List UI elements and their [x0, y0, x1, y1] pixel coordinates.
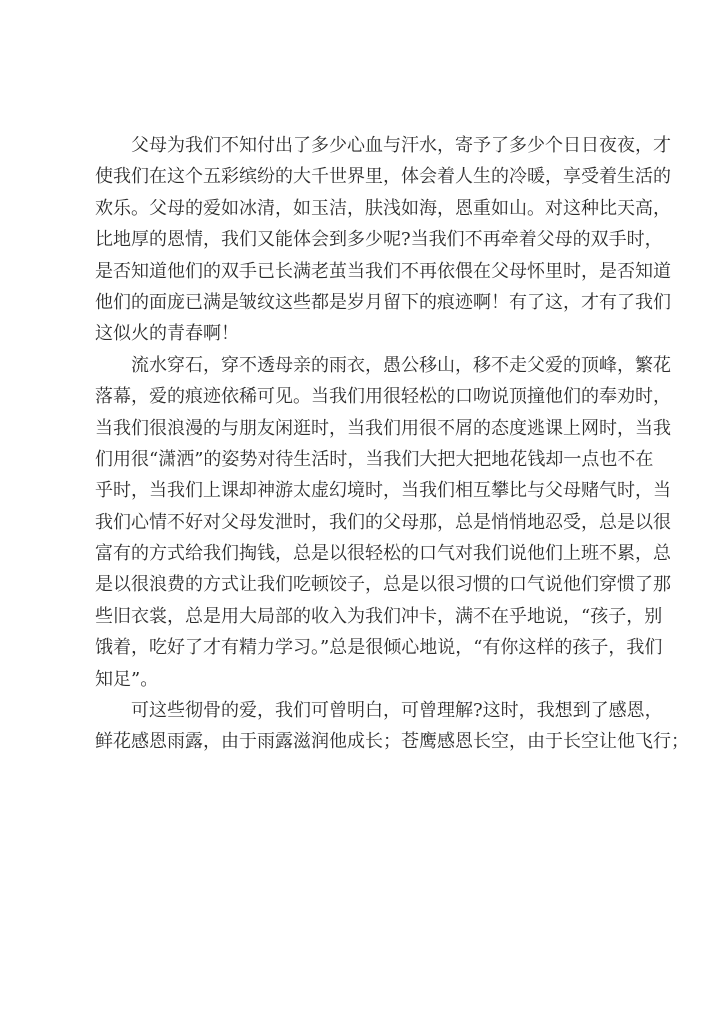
text-line: 比地厚的恩情，我们又能体会到多少呢?当我们不再牵着父母的双手时， [95, 229, 663, 251]
text-line: 可这些彻骨的爱，我们可曾明白，可曾理解?这时，我想到了感恩， [131, 700, 663, 722]
text-line: 流水穿石，穿不透母亲的雨衣，愚公移山，移不走父爱的顶峰，繁花 [131, 354, 671, 376]
text-line: 富有的方式给我们掏钱，总是以很轻松的口气对我们说他们上班不累，总 [95, 543, 671, 565]
text-line: 我们心情不好对父母发泄时，我们的父母那，总是悄悄地忍受，总是以很 [95, 511, 671, 533]
text-line: 乎时，当我们上课却神游太虚幻境时，当我们相互攀比与父母赌气时，当 [95, 480, 671, 502]
text-line: 当我们很浪漫的与朋友闲逛时，当我们用很不屑的态度逃课上网时，当我 [95, 417, 671, 439]
text-line: 父母为我们不知付出了多少心血与汗水，寄予了多少个日日夜夜，才 [131, 135, 671, 156]
paragraph-3 [95, 695, 689, 758]
text-line: 是否知道他们的双手已长满老茧当我们不再依偎在父母怀里时，是否知道 [95, 260, 671, 282]
text-line: 是以很浪费的方式让我们吃顿饺子，总是以很习惯的口气说他们穿惯了那 [95, 574, 671, 596]
paragraph-2 [95, 350, 671, 695]
text-line: 他们的面庞已满是皱纹这些都是岁月留下的痕迹啊！有了这，才有了我们 [95, 291, 671, 313]
text-line: 些旧衣裳，总是用大局部的收入为我们冲卡，满不在乎地说，“孩子，别 [95, 605, 663, 627]
text-line: 这似火的青春啊！ [95, 323, 239, 345]
text-line: 饿着，吃好了才有精力学习。”总是很倾心地说，“有你这样的孩子，我们 [95, 637, 663, 659]
text-line: 落幕，爱的痕迹依稀可见。当我们用很轻松的口吻说顶撞他们的奉劝时， [95, 386, 671, 408]
body-text [95, 130, 689, 758]
text-line: 们用很“潇洒”的姿势对待生活时，当我们大把大把地花钱却一点也不在 [95, 448, 654, 470]
paragraph-1 [95, 130, 671, 350]
text-line: 鲜花感恩雨露，由于雨露滋润他成长；苍鹰感恩长空，由于长空让他飞行； [95, 731, 689, 753]
text-line: 欢乐。父母的爱如冰清，如玉洁，肤浅如海，恩重如山。对这种比天高， [95, 197, 671, 219]
text-line: 使我们在这个五彩缤纷的大千世界里，体会着人生的冷暖，享受着生活的 [95, 166, 671, 188]
text-line: 知足”。 [95, 668, 159, 690]
